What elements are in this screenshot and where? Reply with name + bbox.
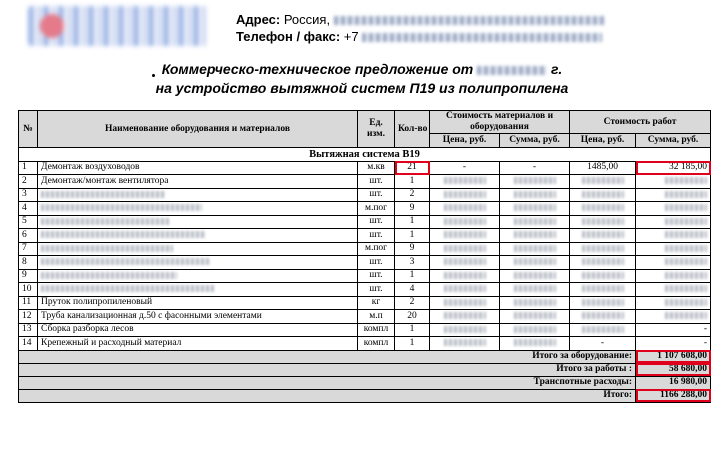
- work-price: 1485,00: [570, 161, 636, 175]
- item-unit: шт.: [358, 269, 395, 283]
- redacted-value: [665, 177, 707, 184]
- material-price: [430, 202, 500, 216]
- item-qty: 21: [395, 161, 430, 175]
- row-number: 12: [19, 310, 38, 324]
- work-sum: [636, 229, 711, 243]
- work-sum: [636, 202, 711, 216]
- total-value: 58 680,00: [636, 363, 711, 376]
- row-number: 6: [19, 229, 38, 243]
- address-value: Россия,: [283, 12, 331, 27]
- item-qty: 2: [395, 296, 430, 310]
- col-materials-cost: Стоимость материалов и оборудования: [430, 111, 570, 134]
- work-price: [570, 202, 636, 216]
- material-price: [430, 296, 500, 310]
- work-sum: [636, 269, 711, 283]
- material-price: [430, 323, 500, 337]
- redacted-value: [444, 218, 486, 225]
- material-sum: [500, 337, 570, 351]
- redacted-value: [41, 272, 177, 279]
- redacted-value: [444, 177, 486, 184]
- item-unit: кг: [358, 296, 395, 310]
- redacted-value: [444, 272, 486, 279]
- table-row: [19, 283, 711, 297]
- material-sum: [500, 188, 570, 202]
- item-qty: 1: [395, 269, 430, 283]
- work-price: [570, 296, 636, 310]
- item-unit: м.пог: [358, 242, 395, 256]
- estimate-table: [18, 110, 711, 403]
- total-row: [19, 376, 711, 389]
- redacted-value: [514, 299, 556, 306]
- total-label: Итого:: [19, 389, 636, 402]
- table-row: [19, 256, 711, 270]
- work-sum: [636, 175, 711, 189]
- col-work-price: Цена, руб.: [570, 134, 636, 148]
- redacted-value: [514, 245, 556, 252]
- item-unit: шт.: [358, 175, 395, 189]
- item-qty: 4: [395, 283, 430, 297]
- row-number: 8: [19, 256, 38, 270]
- work-price: [570, 188, 636, 202]
- redacted-value: [665, 312, 707, 319]
- redacted-value: [41, 204, 202, 211]
- material-price: -: [430, 161, 500, 175]
- redacted-value: [665, 191, 707, 198]
- material-price: [430, 269, 500, 283]
- redacted-value: [514, 339, 556, 346]
- row-number: 11: [19, 296, 38, 310]
- item-name: [38, 269, 358, 283]
- total-value: 1 107 608,00: [636, 350, 711, 363]
- table-row: [19, 242, 711, 256]
- item-qty: 9: [395, 202, 430, 216]
- material-sum: [500, 215, 570, 229]
- material-sum: -: [500, 161, 570, 175]
- redacted-value: [582, 231, 624, 238]
- work-sum: [636, 256, 711, 270]
- phone-redacted: [362, 33, 602, 42]
- item-name: [38, 229, 358, 243]
- redacted-value: [514, 285, 556, 292]
- redacted-value: [514, 312, 556, 319]
- redacted-value: [582, 326, 624, 333]
- row-number: 5: [19, 215, 38, 229]
- work-price: -: [570, 337, 636, 351]
- offer-title-line2: на устройство вытяжной систем П19 из полипропилена: [155, 80, 569, 96]
- redacted-value: [444, 326, 486, 333]
- address-label: Адрес:: [236, 12, 281, 27]
- item-unit: шт.: [358, 188, 395, 202]
- redacted-value: [514, 258, 556, 265]
- redacted-value: [582, 204, 624, 211]
- table-row: [19, 215, 711, 229]
- table-row: [19, 175, 711, 189]
- redacted-value: [582, 258, 624, 265]
- company-logo: [28, 6, 208, 46]
- redacted-value: [514, 218, 556, 225]
- work-price: [570, 310, 636, 324]
- col-qty: Кол-во: [395, 111, 430, 148]
- table-row: [19, 202, 711, 216]
- item-qty: 1: [395, 337, 430, 351]
- redacted-value: [514, 177, 556, 184]
- redacted-value: [665, 258, 707, 265]
- material-price: [430, 188, 500, 202]
- item-qty: 3: [395, 256, 430, 270]
- item-qty: 1: [395, 229, 430, 243]
- redacted-value: [514, 191, 556, 198]
- redacted-value: [582, 245, 624, 252]
- work-sum: [636, 310, 711, 324]
- address-line: [236, 11, 604, 28]
- col-mat-price: Цена, руб.: [430, 134, 500, 148]
- item-unit: шт.: [358, 256, 395, 270]
- material-sum: [500, 229, 570, 243]
- item-qty: 2: [395, 188, 430, 202]
- material-sum: [500, 296, 570, 310]
- item-qty: 1: [395, 215, 430, 229]
- item-unit: м.п: [358, 310, 395, 324]
- col-work-sum: Сумма, руб.: [636, 134, 711, 148]
- redacted-value: [665, 231, 707, 238]
- work-price: [570, 229, 636, 243]
- item-unit: м.пог: [358, 202, 395, 216]
- contact-block: [236, 11, 604, 45]
- col-name: Наименование оборудования и материалов: [38, 111, 358, 148]
- material-sum: [500, 269, 570, 283]
- material-price: [430, 337, 500, 351]
- table-row: [19, 296, 711, 310]
- total-label: Итого за работы :: [19, 363, 636, 376]
- redacted-value: [582, 218, 624, 225]
- item-unit: шт.: [358, 283, 395, 297]
- material-sum: [500, 256, 570, 270]
- item-unit: компл: [358, 337, 395, 351]
- redacted-value: [444, 245, 486, 252]
- total-value: 1166 288,00: [636, 389, 711, 402]
- table-row: [19, 269, 711, 283]
- redacted-value: [582, 312, 624, 319]
- row-number: 10: [19, 283, 38, 297]
- total-row: [19, 363, 711, 376]
- total-label: Транспотные расходы:: [19, 376, 636, 389]
- col-num: №: [19, 111, 38, 148]
- redacted-value: [582, 299, 624, 306]
- address-redacted: [334, 16, 604, 25]
- row-number: 14: [19, 337, 38, 351]
- total-row: [19, 350, 711, 363]
- col-works-cost: Стоимость работ: [570, 111, 711, 134]
- item-qty: 20: [395, 310, 430, 324]
- redacted-value: [41, 245, 173, 252]
- work-sum: [636, 283, 711, 297]
- item-qty: 9: [395, 242, 430, 256]
- total-label: Итого за оборудование:: [19, 350, 636, 363]
- redacted-value: [444, 191, 486, 198]
- row-number: 1: [19, 161, 38, 175]
- material-sum: [500, 283, 570, 297]
- col-unit: Ед. изм.: [358, 111, 395, 148]
- row-number: 2: [19, 175, 38, 189]
- redacted-value: [514, 326, 556, 333]
- redacted-value: [444, 231, 486, 238]
- redacted-value: [444, 285, 486, 292]
- item-name: [38, 188, 358, 202]
- material-sum: [500, 242, 570, 256]
- material-price: [430, 242, 500, 256]
- item-name: [38, 202, 358, 216]
- redacted-value: [41, 285, 214, 292]
- item-unit: компл: [358, 323, 395, 337]
- redacted-value: [665, 204, 707, 211]
- work-price: [570, 175, 636, 189]
- table-row: [19, 323, 711, 337]
- redacted-value: [444, 258, 486, 265]
- table-row: [19, 229, 711, 243]
- material-price: [430, 310, 500, 324]
- work-price: [570, 242, 636, 256]
- material-price: [430, 256, 500, 270]
- item-name: [38, 215, 358, 229]
- material-sum: [500, 175, 570, 189]
- work-price: [570, 256, 636, 270]
- item-name: Демонтаж воздуховодов: [38, 161, 358, 175]
- row-number: 9: [19, 269, 38, 283]
- date-redacted: [477, 66, 547, 75]
- redacted-value: [582, 191, 624, 198]
- work-sum: [636, 215, 711, 229]
- row-number: 4: [19, 202, 38, 216]
- work-sum: -: [636, 323, 711, 337]
- work-price: [570, 283, 636, 297]
- phone-label: Телефон / факс:: [236, 29, 341, 44]
- work-price: [570, 215, 636, 229]
- item-qty: 1: [395, 323, 430, 337]
- phone-line: [236, 28, 604, 45]
- item-name: [38, 242, 358, 256]
- redacted-value: [665, 299, 707, 306]
- table-row: [19, 188, 711, 202]
- redacted-value: [665, 218, 707, 225]
- col-mat-sum: Сумма, руб.: [500, 134, 570, 148]
- redacted-value: [444, 299, 486, 306]
- redacted-value: [41, 231, 206, 238]
- redacted-value: [444, 204, 486, 211]
- material-sum: [500, 202, 570, 216]
- phone-value: +7: [343, 29, 359, 44]
- offer-title-line1: Коммерческо-техническое предложение от г.: [161, 61, 563, 77]
- redacted-value: [41, 258, 210, 265]
- redacted-value: [514, 272, 556, 279]
- redacted-value: [582, 285, 624, 292]
- work-sum: 32 185,00: [636, 161, 711, 175]
- item-name: Сборка разборка лесов: [38, 323, 358, 337]
- redacted-value: [41, 218, 169, 225]
- work-sum: -: [636, 337, 711, 351]
- item-name: Труба канализационная д.50 с фасонными элементами: [38, 310, 358, 324]
- item-qty: 1: [395, 175, 430, 189]
- material-price: [430, 215, 500, 229]
- material-sum: [500, 323, 570, 337]
- item-name: [38, 256, 358, 270]
- item-name: [38, 283, 358, 297]
- redacted-value: [582, 177, 624, 184]
- material-price: [430, 175, 500, 189]
- redacted-value: [665, 245, 707, 252]
- item-unit: м.кв: [358, 161, 395, 175]
- item-name: Пруток полипропиленовый: [38, 296, 358, 310]
- item-name: Крепежный и расходный материал: [38, 337, 358, 351]
- item-unit: шт.: [358, 215, 395, 229]
- redacted-value: [514, 231, 556, 238]
- table-row: [19, 310, 711, 324]
- work-sum: [636, 296, 711, 310]
- material-sum: [500, 310, 570, 324]
- item-name: Демонтаж/монтаж вентилятора: [38, 175, 358, 189]
- row-number: 13: [19, 323, 38, 337]
- work-price: [570, 323, 636, 337]
- redacted-value: [665, 272, 707, 279]
- item-unit: шт.: [358, 229, 395, 243]
- redacted-value: [444, 312, 486, 319]
- redacted-value: [665, 285, 707, 292]
- redacted-value: [444, 339, 486, 346]
- material-price: [430, 229, 500, 243]
- section-title: Вытяжная система В19: [19, 148, 711, 162]
- work-price: [570, 269, 636, 283]
- redacted-value: [41, 191, 165, 198]
- table-row: [19, 337, 711, 351]
- redacted-value: [582, 272, 624, 279]
- work-sum: [636, 188, 711, 202]
- material-price: [430, 283, 500, 297]
- work-sum: [636, 242, 711, 256]
- table-row: [19, 161, 711, 175]
- redacted-value: [514, 204, 556, 211]
- total-value: 16 980,00: [636, 376, 711, 389]
- total-row: [19, 389, 711, 402]
- row-number: 7: [19, 242, 38, 256]
- row-number: 3: [19, 188, 38, 202]
